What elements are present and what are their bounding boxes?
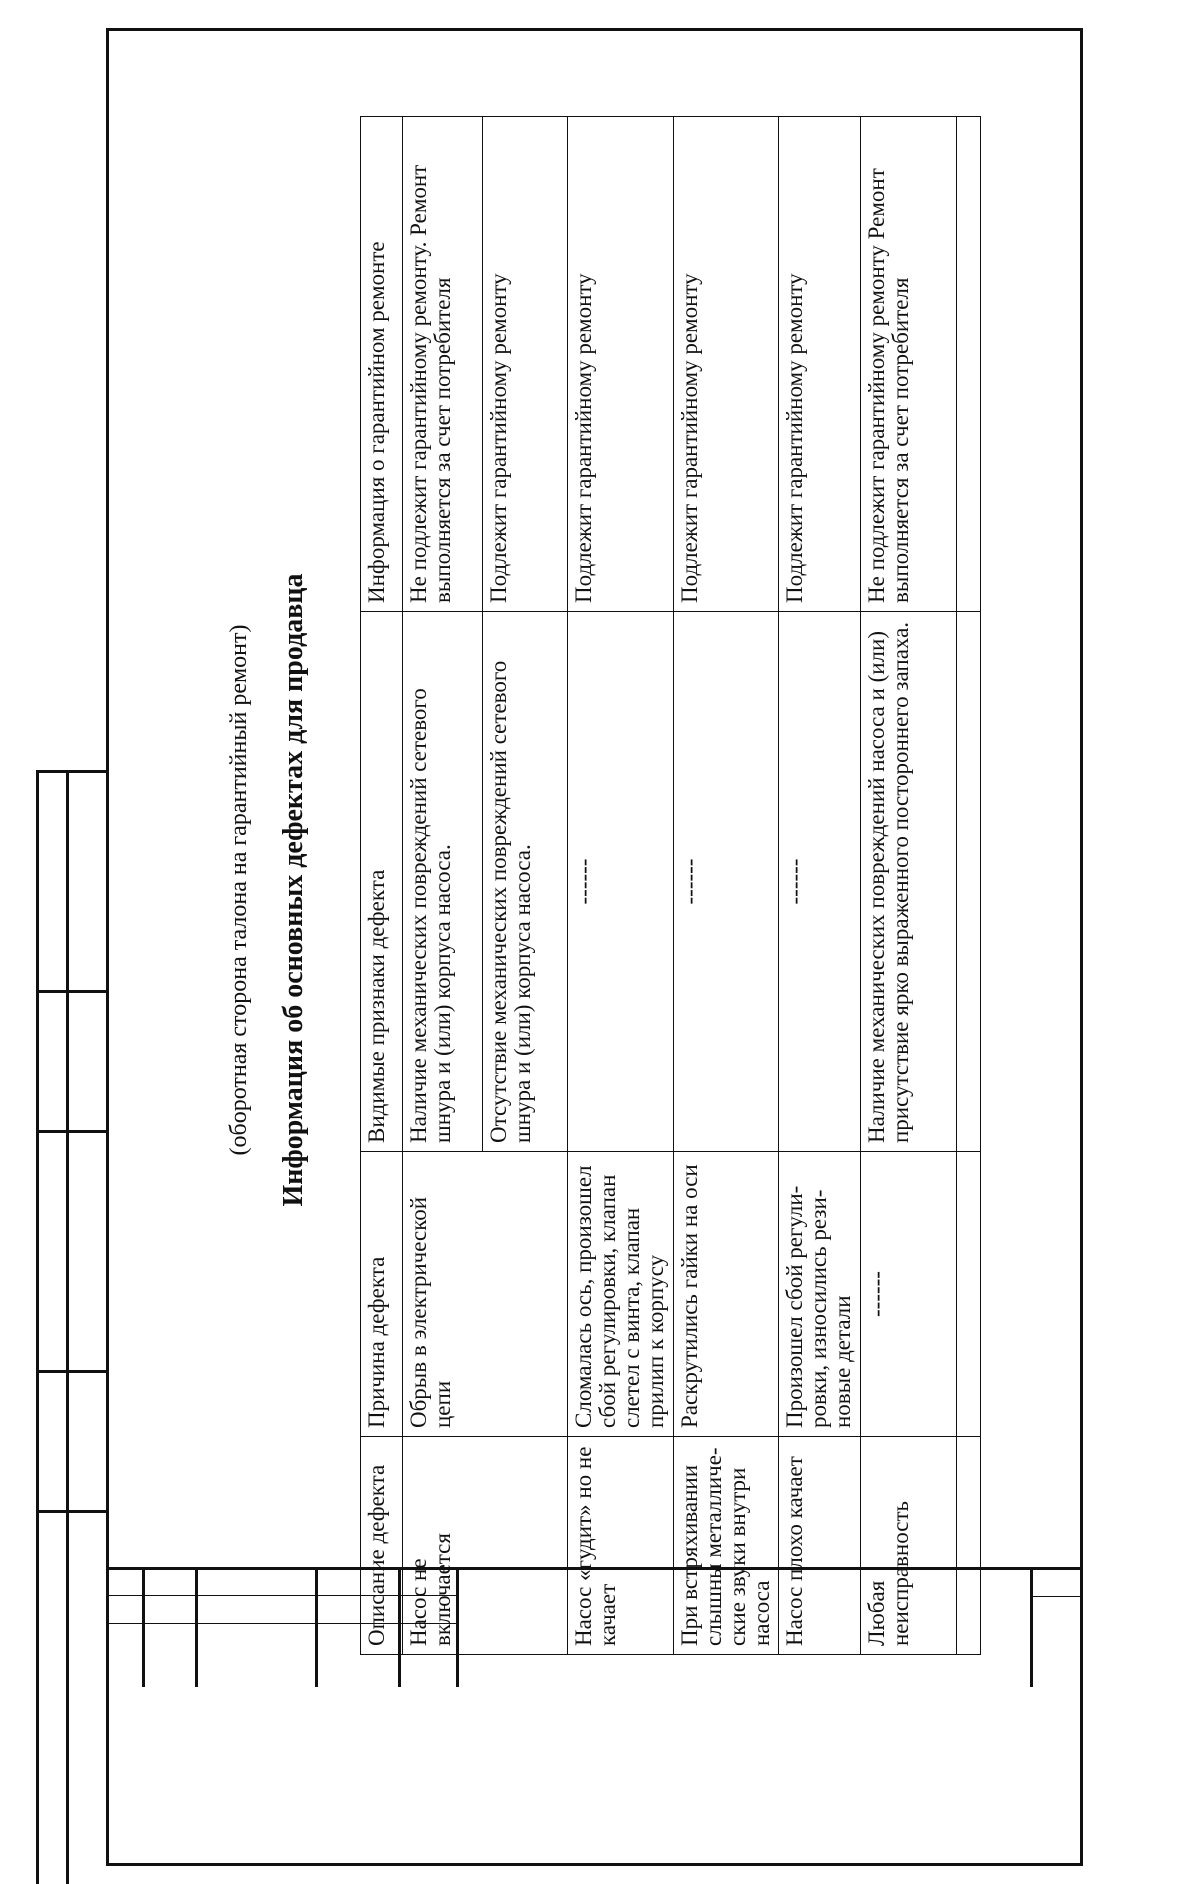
rotated-page-content bbox=[220, 110, 1050, 1670]
header-warranty: Информация о гарантийном ремонте bbox=[361, 117, 403, 612]
title-block-col-1 bbox=[142, 1567, 145, 1687]
cell-signs: Отсутствие механических повреждений сетевого шнура и (или) корпуса насоса. bbox=[483, 612, 568, 1152]
cell-warranty: Не подлежит гарантийному ремонту Ремонт выполняется за счет потребителя bbox=[860, 117, 956, 612]
cell-cause: Обрыв в электрической цепи bbox=[403, 1152, 568, 1437]
cell-cause: Произошел сбой регулировки, износились резиновые детали bbox=[779, 1152, 860, 1437]
cell-signs: ------ bbox=[673, 612, 779, 1152]
cell-description: При встряхивании слышны металлические звуки внутри насоса bbox=[673, 1437, 779, 1655]
cell-description: Насос плохо качает bbox=[779, 1437, 860, 1655]
header-cause: Причина дефекта bbox=[361, 1152, 403, 1437]
cell-warranty: Подлежит гарантийному ремонту bbox=[568, 117, 674, 612]
cell-empty bbox=[956, 612, 980, 1152]
table-row bbox=[568, 117, 674, 1655]
table-empty-row bbox=[956, 117, 980, 1655]
cell-empty bbox=[956, 117, 980, 612]
page-subtitle: (оборотная сторона талона на гарантийный ремонт) bbox=[226, 624, 252, 1156]
cell-cause: ------ bbox=[860, 1152, 956, 1437]
page-title: Информация об основных дефектах для продавца bbox=[278, 573, 309, 1207]
cell-warranty: Подлежит гарантийному ремонту bbox=[483, 117, 568, 612]
stamp-divider-2 bbox=[36, 1130, 108, 1133]
cell-signs: Наличие механических повреждений сетевого шнура и (или) корпуса насоса. bbox=[403, 612, 483, 1152]
cell-cause: Раскрутились гайки на оси bbox=[673, 1152, 779, 1437]
title-block-col-2 bbox=[195, 1567, 198, 1687]
cell-description: Насос «гудит» но не качает bbox=[568, 1437, 674, 1655]
stamp-left-edge bbox=[36, 770, 39, 1884]
header-signs: Видимые признаки дефекта bbox=[361, 612, 403, 1152]
header-description: Описание дефекта bbox=[361, 1437, 403, 1655]
cell-warranty: Не подлежит гарантийному ремонту. Ремонт выполняется за счет потребителя bbox=[403, 117, 483, 612]
stamp-divider-4 bbox=[36, 1510, 108, 1513]
cell-description: Насос не включается bbox=[403, 1437, 568, 1655]
table-row bbox=[673, 117, 779, 1655]
table-row bbox=[860, 117, 956, 1655]
table-row bbox=[403, 117, 483, 1655]
table-row bbox=[779, 117, 860, 1655]
cell-empty bbox=[956, 1152, 980, 1437]
stamp-top bbox=[36, 770, 108, 773]
defects-table bbox=[360, 116, 981, 1655]
cell-warranty: Подлежит гарантийному ремонту bbox=[779, 117, 860, 612]
cell-description: Любая неисправность bbox=[860, 1437, 956, 1655]
cell-signs: Наличие механических повреждений насоса и (или) присутствие ярко выраженного постороннего запаха. bbox=[860, 612, 956, 1152]
cell-empty bbox=[956, 1437, 980, 1655]
cell-warranty: Подлежит гарантийному ремонту bbox=[673, 117, 779, 612]
stamp-divider-3 bbox=[36, 1370, 108, 1373]
cell-signs: ------ bbox=[779, 612, 860, 1152]
cell-signs: ------ bbox=[568, 612, 674, 1152]
table-header-row bbox=[361, 117, 403, 1655]
cell-cause: Сломалась ось, произошел сбой регулировки, клапан слетел с винта, клапан прилип к корпусу bbox=[568, 1152, 674, 1437]
stamp-inner-line bbox=[66, 770, 69, 1884]
stamp-divider-1 bbox=[36, 990, 108, 993]
